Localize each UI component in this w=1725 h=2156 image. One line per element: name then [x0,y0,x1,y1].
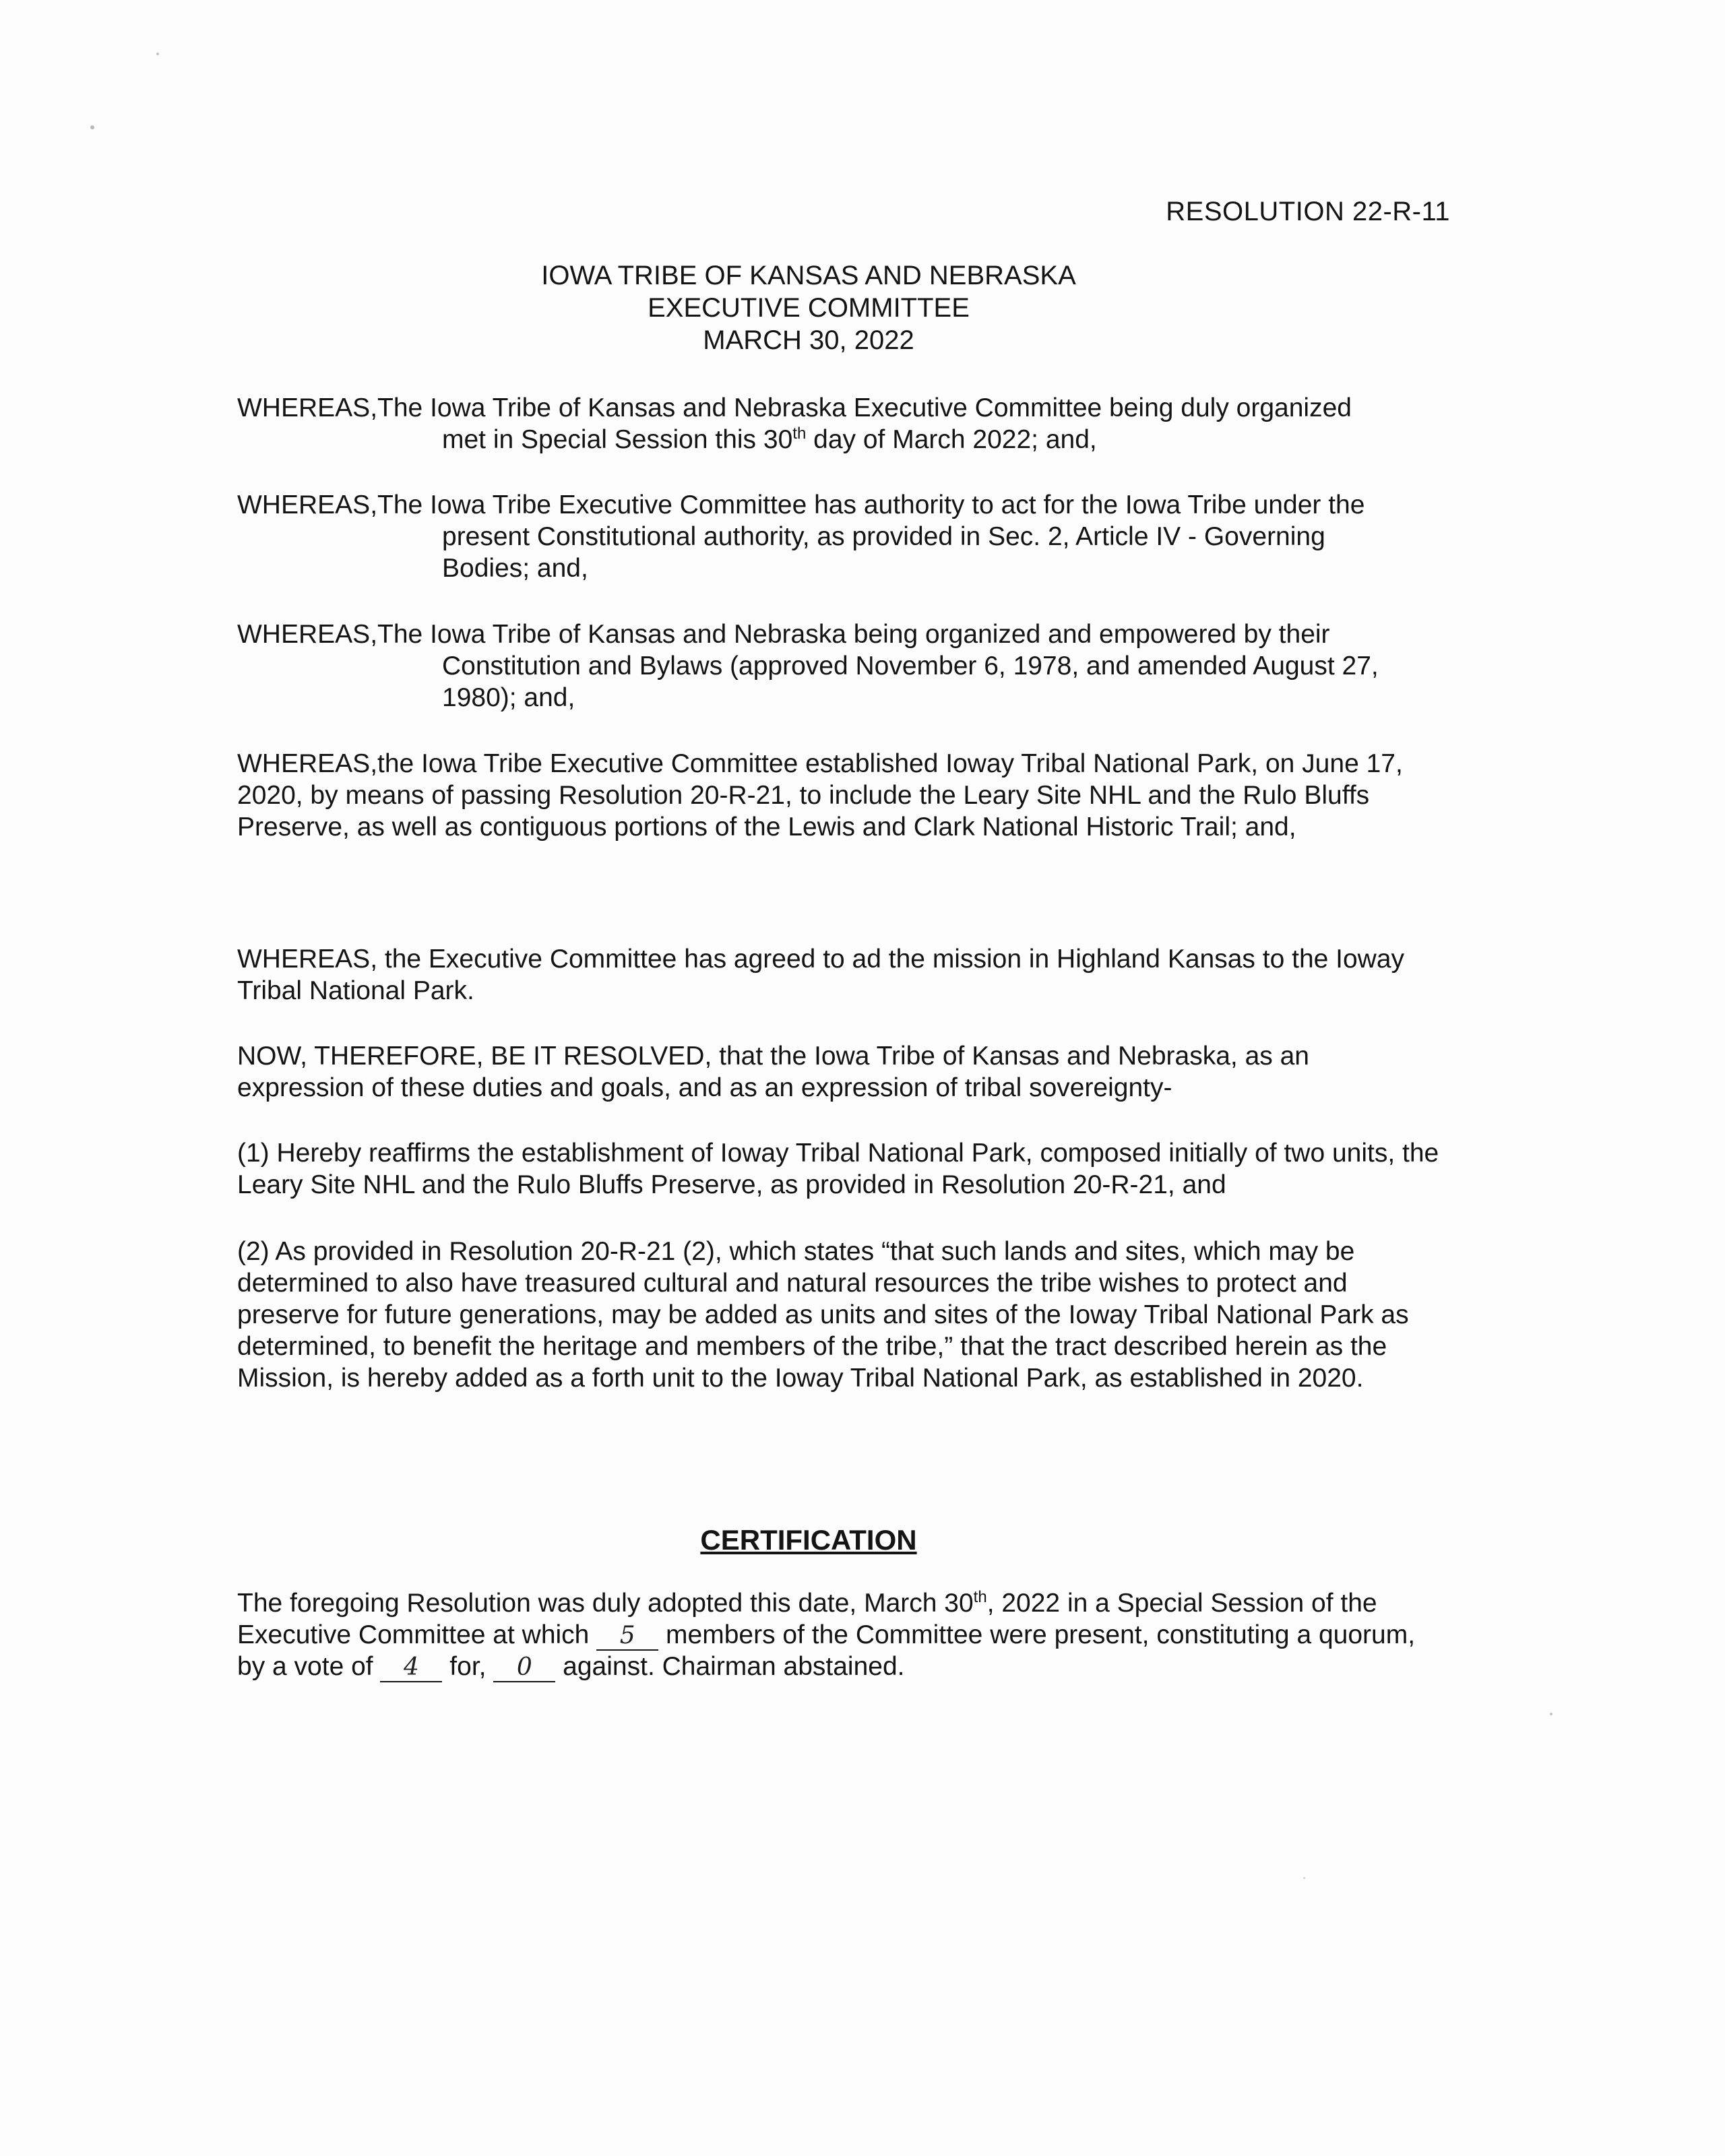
votes-against-field: 0 [493,1654,555,1682]
votes-for-field: 4 [380,1654,442,1682]
scan-speck [1550,1713,1552,1715]
scan-speck [156,53,159,55]
whereas-clause-continuation [237,424,1457,455]
members-present-field: 5 [596,1622,658,1651]
resolution-item-2: (2) As provided in Resolution 20-R-21 (2), which states “that such lands and sites, which may be determined to also have treasured cultural and natural resources the tribe wishes to protect and preserve for future generations, may be added as units and sites of the Ioway Tribal National Park as determined, to benefit the heritage and members of the tribe,” that the tract described herein as the Mission, is hereby added as a forth unit to the Ioway Tribal National Park, as established in 2020. [237,1237,1409,1393]
whereas-clause-continuation: Constitution and Bylaws (approved November 6, 1978, and amended August 27, 1980); and, [442,652,1379,712]
whereas-park-clause: WHEREAS,the Iowa Tribe Executive Committee established Ioway Tribal National Park, on June 17, 2020, by means of passing Resolution 20-R-21, to include the Leary Site NHL and the Rulo Bluffs Preserve, as well as contiguous portions of the Lewis and Clark National Historic Trail; and, [237,749,1403,842]
resolution-item-1: (1) Hereby reaffirms the establishment of Ioway Tribal National Park, composed initially of two units, the Leary Site NHL and the Rulo Bluffs Preserve, as provided in Resolution 20-R-21, and [237,1139,1439,1199]
certification-text: for, [442,1652,494,1681]
certification-text: The foregoing Resolution was duly adopted this date, March 30 [237,1589,974,1618]
resolution-number: RESOLUTION 22-R-11 [1166,197,1450,226]
certification-text: against. Chairman abstained. [555,1652,905,1681]
header-date: MARCH 30, 2022 [703,325,914,355]
certification-title: CERTIFICATION [700,1524,917,1556]
whereas-clause-continuation: present Constitutional authority, as provided in Sec. 2, Article IV - Governing Bodies; and, [442,522,1325,583]
whereas-text: met in Special Session this 30 [442,425,793,454]
whereas-clause-head: WHEREAS,The Iowa Tribe Executive Committee has authority to act for the Iowa Tribe under the [237,490,1365,519]
header-organization: IOWA TRIBE OF KANSAS AND NEBRASKA [541,261,1076,290]
certification-text: , 2022 in a Special Session of the Executive Committee at which [237,1589,1377,1649]
certification-statement [237,1587,1443,1682]
whereas-clause-head: WHEREAS,The Iowa Tribe of Kansas and Nebraska Executive Committee being duly organized [237,393,1352,422]
resolved-clause: NOW, THEREFORE, BE IT RESOLVED, that the Iowa Tribe of Kansas and Nebraska, as an expression of these duties and goals, and as an expression of tribal sovereignty- [237,1042,1310,1102]
whereas-text: day of March 2022; and, [806,425,1097,454]
ordinal-suffix: th [792,424,807,443]
whereas-clause-head: WHEREAS,The Iowa Tribe of Kansas and Nebraska being organized and empowered by their [237,620,1330,649]
scan-speck [1303,1877,1305,1879]
document-header [0,259,1617,356]
certification-text: members of the Committee were present, constituting a quorum, by a vote of [237,1620,1416,1681]
header-committee: EXECUTIVE COMMITTEE [648,293,970,323]
scan-speck [90,125,94,129]
whereas-clause-3 [237,619,1457,714]
whereas-mission-clause: WHEREAS, the Executive Committee has agreed to ad the mission in Highland Kansas to the Ioway Tribal National Park. [237,945,1405,1005]
whereas-clause-2 [237,489,1457,584]
whereas-clause-1 [237,392,1457,455]
ordinal-suffix: th [973,1588,987,1606]
